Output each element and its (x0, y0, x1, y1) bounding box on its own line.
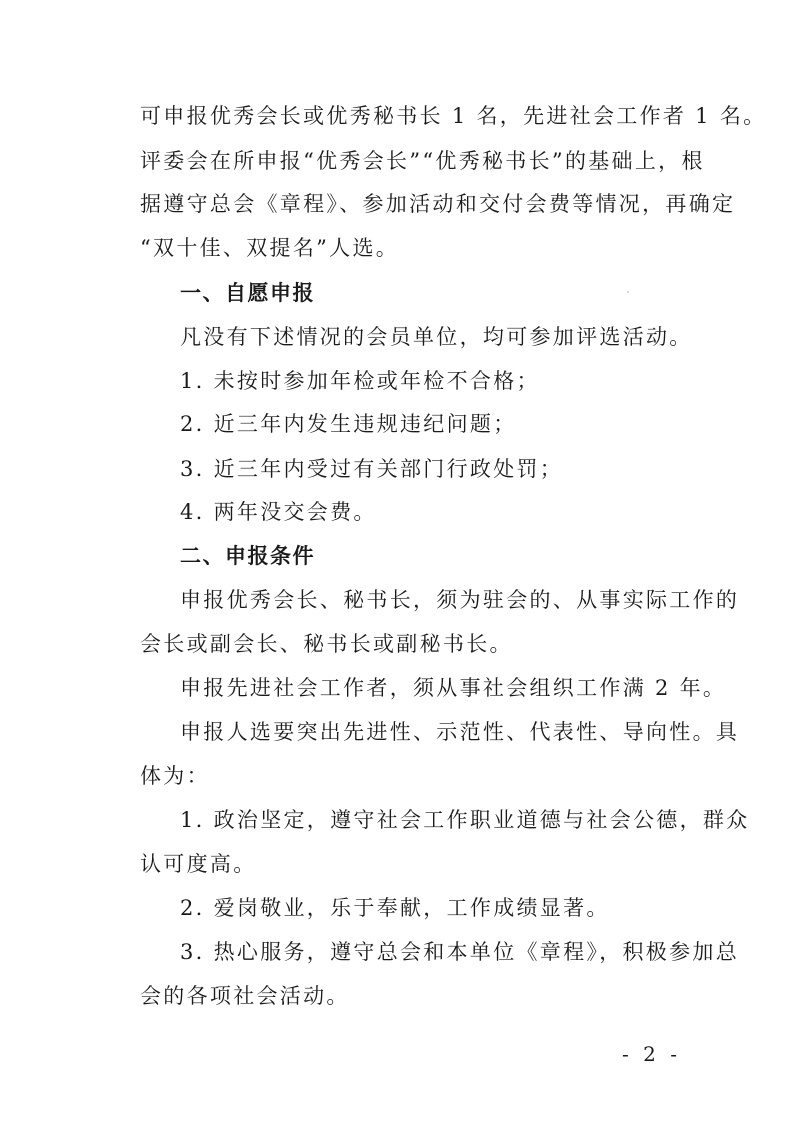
section2-para2: 申报先进社会工作者，须从事社会组织工作满 2 年。 (180, 676, 727, 700)
paragraph-line: 可申报优秀会长或优秀秘书长 1 名，先进社会工作者 1 名。 (140, 104, 767, 128)
section1-item: 3. 近三年内受过有关部门行政处罚； (180, 457, 564, 481)
paragraph-line: 评委会在所申报“优秀会长”“优秀秘书长”的基础上，根 (140, 149, 705, 173)
page-number: - 2 - (622, 1042, 681, 1066)
section-heading-application-conditions: 二、申报条件 (180, 544, 315, 568)
section2-item3-line: 3. 热心服务，遵守总会和本单位《章程》，积极参加总 (180, 940, 740, 964)
scan-speck (627, 291, 629, 293)
section2-item3-line: 会的各项社会活动。 (140, 984, 350, 1008)
section1-item: 1. 未按时参加年检或年检不合格； (180, 369, 540, 393)
paragraph-line: 据遵守总会《章程》、参加活动和交付会费等情况，再确定 (140, 192, 736, 216)
section2-para1-line: 申报优秀会长、秘书长，须为驻会的、从事实际工作的 (180, 588, 740, 612)
section-heading-voluntary-application: 一、自愿申报 (180, 281, 315, 305)
section2-item2: 2. 爱岗敬业，乐于奉献，工作成绩显著。 (180, 896, 610, 920)
section1-item: 2. 近三年内发生违规违纪问题； (180, 412, 517, 436)
section2-para3-line: 申报人选要突出先进性、示范性、代表性、导向性。具 (180, 720, 740, 744)
section2-para3-line: 体为： (140, 764, 210, 788)
section1-intro: 凡没有下述情况的会员单位，均可参加评选活动。 (180, 325, 693, 349)
section1-item: 4. 两年没交会费。 (180, 500, 377, 524)
paragraph-line: “双十佳、双提名”人选。 (140, 236, 400, 260)
section2-para1-line: 会长或副会长、秘书长或副秘书长。 (140, 632, 513, 656)
section2-item1-line: 1. 政治坚定，遵守社会工作职业道德与社会公德，群众 (180, 808, 750, 832)
section2-item1-line: 认可度高。 (140, 852, 257, 876)
